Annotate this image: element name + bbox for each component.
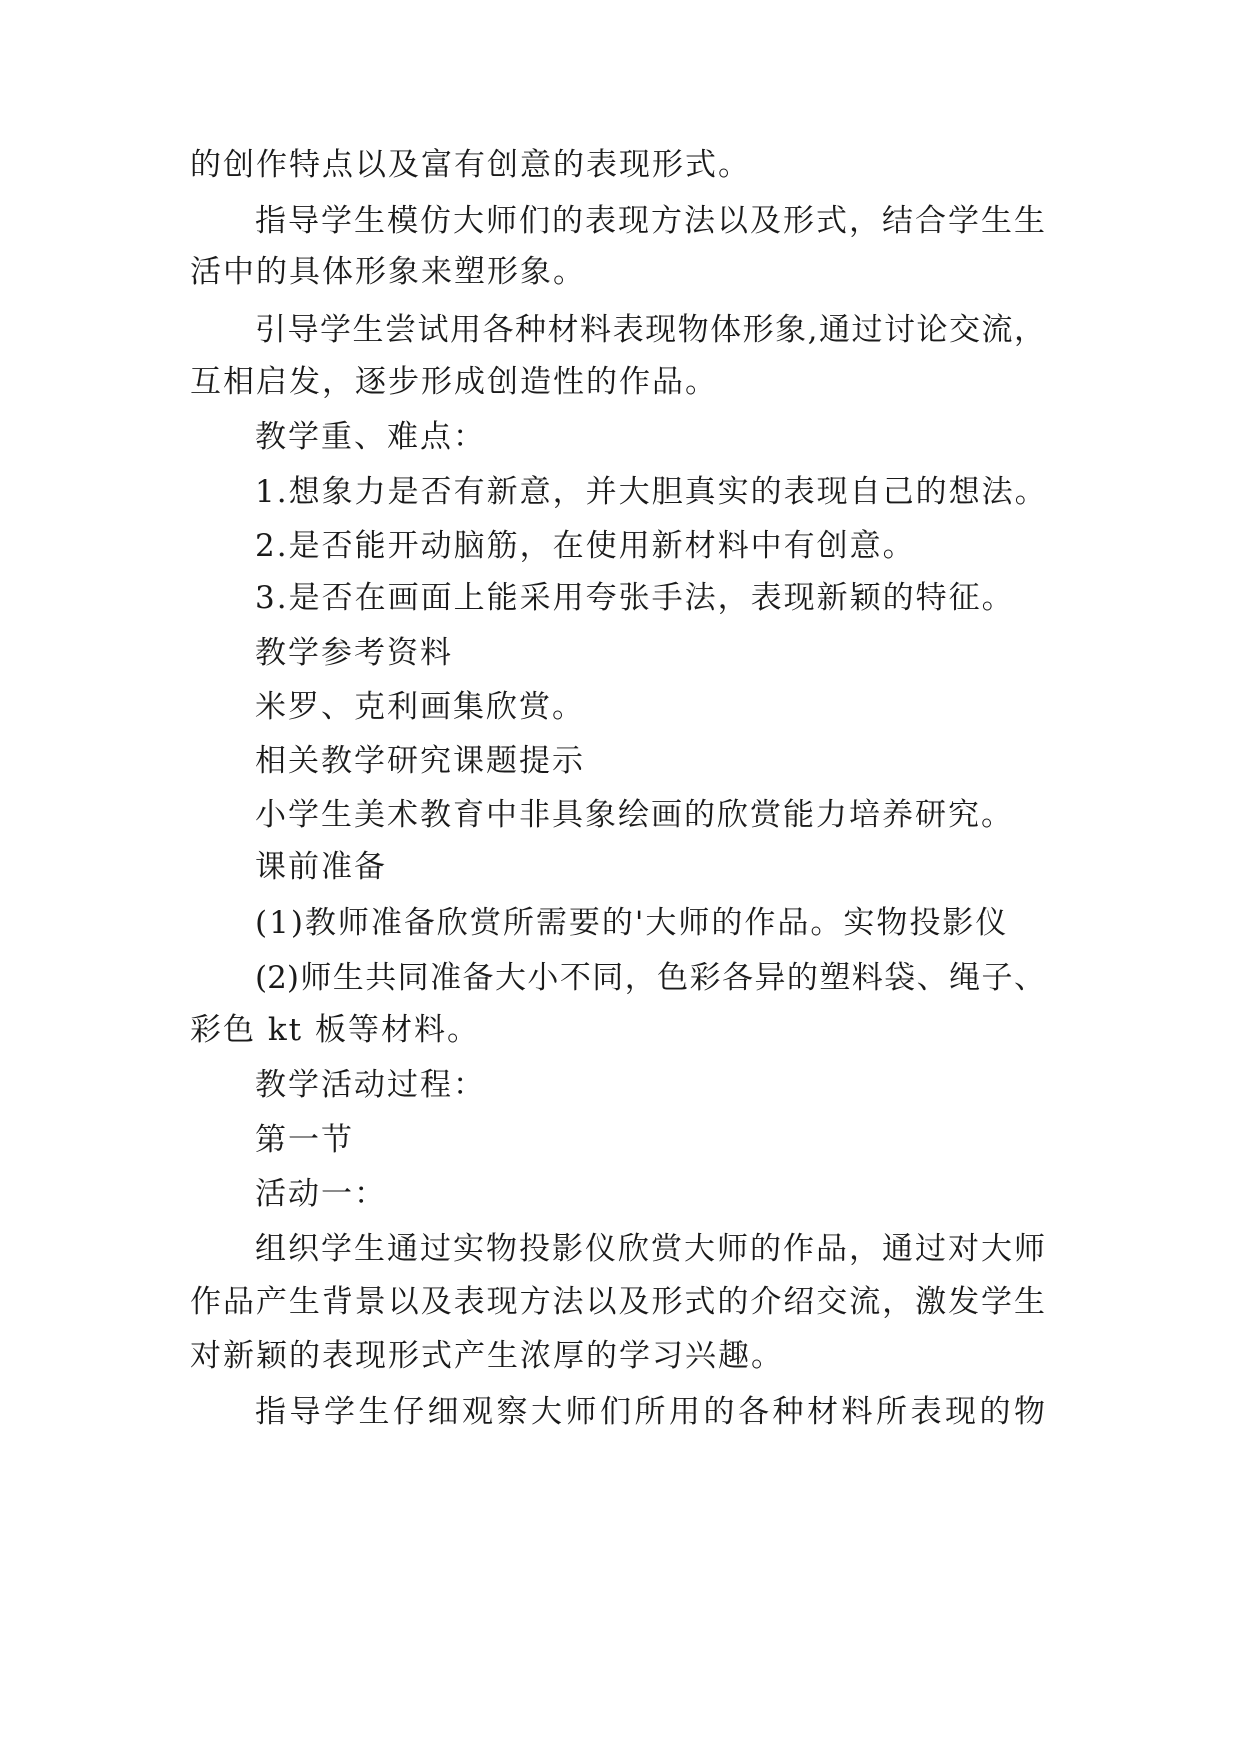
list-item: (2)师生共同准备大小不同，色彩各异的塑料袋、绳子、 <box>255 960 1045 996</box>
text-line: 引导学生尝试用各种材料表现物体形象,通过讨论交流， <box>255 312 1045 348</box>
section-heading: 活动一： <box>255 1176 387 1212</box>
text-line: 米罗、克利画集欣赏。 <box>255 689 585 725</box>
list-item: 3.是否在画面上能采用夸张手法，表现新颖的特征。 <box>255 580 1015 616</box>
text-line: 指导学生仔细观察大师们所用的各种材料所表现的物 <box>255 1394 1045 1430</box>
section-heading: 教学重、难点： <box>255 419 486 455</box>
text-line: 对新颖的表现形式产生浓厚的学习兴趣。 <box>190 1338 784 1374</box>
section-heading: 教学参考资料 <box>255 635 453 671</box>
text-line: 的创作特点以及富有创意的表现形式。 <box>190 147 751 183</box>
section-heading: 教学活动过程： <box>255 1067 486 1103</box>
list-item: 1.想象力是否有新意，并大胆真实的表现自己的想法。 <box>255 474 1048 510</box>
text-line: 彩色 kt 板等材料。 <box>190 1012 480 1048</box>
section-heading: 课前准备 <box>255 849 387 885</box>
list-item: 2.是否能开动脑筋，在使用新材料中有创意。 <box>255 528 916 564</box>
text-line: 指导学生模仿大师们的表现方法以及形式，结合学生生 <box>255 203 1045 239</box>
text-line: 活中的具体形象来塑形象。 <box>190 254 586 290</box>
list-item: (1)教师准备欣赏所需要的'大师的作品。实物投影仪 <box>255 905 1009 941</box>
text-line: 组织学生通过实物投影仪欣赏大师的作品，通过对大师 <box>255 1231 1045 1267</box>
section-heading: 第一节 <box>255 1122 354 1158</box>
text-line: 互相启发，逐步形成创造性的作品。 <box>190 364 718 400</box>
text-line: 作品产生背景以及表现方法以及形式的介绍交流，激发学生 <box>190 1284 1045 1320</box>
text-line: 小学生美术教育中非具象绘画的欣赏能力培养研究。 <box>255 797 1014 833</box>
section-heading: 相关教学研究课题提示 <box>255 743 585 779</box>
